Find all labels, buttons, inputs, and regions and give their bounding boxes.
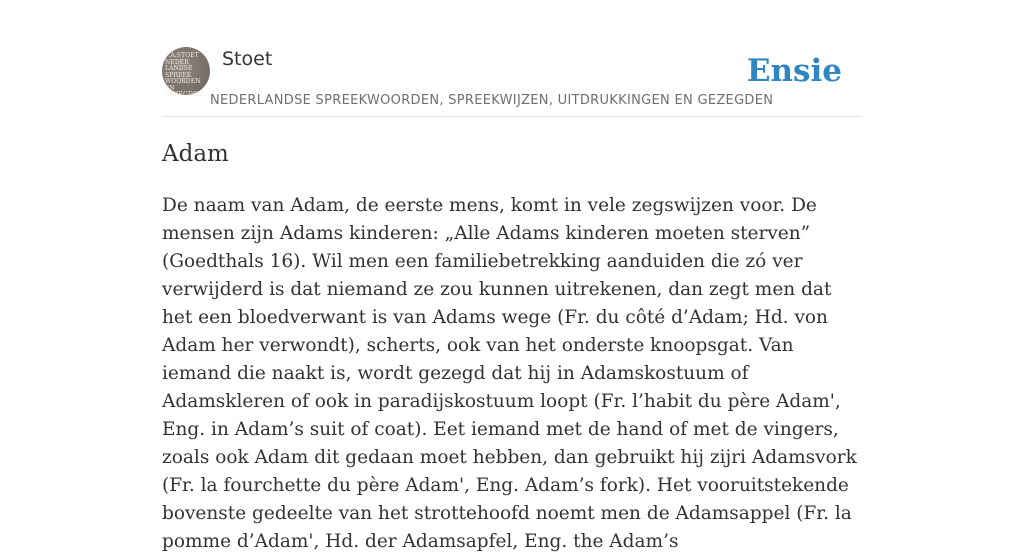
author-avatar[interactable] <box>162 47 210 98</box>
entry-body: De naam van Adam, de eerste mens, komt in vele zegswijzen voor. De mensen zijn Adams kinderen: „Alle Adams kinderen moeten sterven” (Goedthals 16). Wil men een familiebetrekking aanduiden die zó ver verwijderd is dat niemand ze zou kunnen uitrekenen, dan zegt men dat het een bloedverwant is van Adams wege (Fr. du côté d’Adam; Hd. von Adam her verwondt), scherts, ook van het onderste knoopsgat. Van iemand die naakt is, wordt gezegd dat hij in Adamskostuum of Adamskleren of ook in paradijskostuum loopt (Fr. l’habit du père Adam', Eng. in Adam’s suit of coat). Eet iemand met de hand of met de vingers, zoals ook Adam dit gedaan moet hebben, dan gebruikt hij zijri Adamsvork (Fr. la fourchette du père Adam', Eng. Adam’s fork). Het vooruitstekende bovenste gedeelte van het strottehoofd noemt men de Adamsappel (Fr. la pomme d’Adam', Hd. der Adamsapfel, Eng. the Adam’s <box>162 195 857 552</box>
site-header <box>162 46 862 117</box>
avatar-book-cover-text: F.A.STOET NEDER LANDSE SPREEK WOORDEN EN GEZEGDEN <box>165 52 203 98</box>
source-subtitle: NEDERLANDSE SPREEKWOORDEN, SPREEKWIJZEN, UITDRUKKINGEN EN GEZEGDEN <box>210 93 774 108</box>
ensie-logo-link[interactable]: Ensie <box>746 53 842 89</box>
author-name[interactable]: Stoet <box>222 48 273 70</box>
entry-title: Adam <box>162 141 229 167</box>
